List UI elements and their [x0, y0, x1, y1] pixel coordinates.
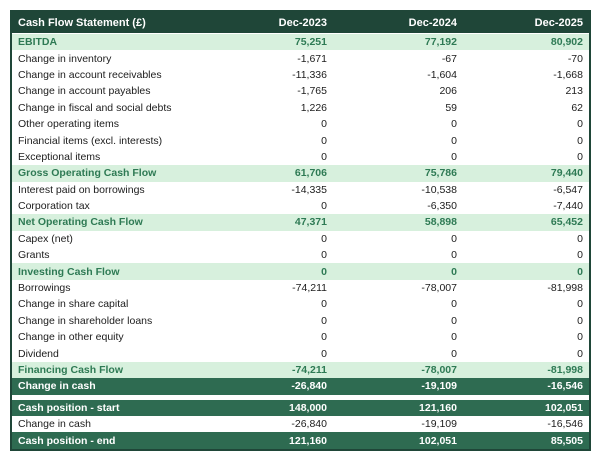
cell-value: 0 [463, 329, 589, 345]
row-label: Interest paid on borrowings [12, 182, 203, 198]
cell-value: -10,538 [333, 182, 463, 198]
table-row [12, 247, 589, 263]
cell-value: 0 [333, 132, 463, 148]
table-row [12, 132, 589, 148]
row-label: Corporation tax [12, 198, 203, 214]
cell-value: 77,192 [333, 34, 463, 51]
cell-value: -7,440 [463, 198, 589, 214]
cell-value: 58,898 [333, 214, 463, 230]
row-label: Change in fiscal and social debts [12, 100, 203, 116]
cell-value: 148,000 [203, 400, 333, 416]
cell-value: 47,371 [203, 214, 333, 230]
cell-value: 0 [203, 296, 333, 312]
table-row [12, 67, 589, 83]
row-label: Change in other equity [12, 329, 203, 345]
cell-value: 0 [203, 149, 333, 165]
cash-flow-table [10, 10, 591, 451]
cell-value: 59 [333, 100, 463, 116]
cell-value: -74,211 [203, 280, 333, 296]
row-label: Borrowings [12, 280, 203, 296]
cell-value: 0 [463, 345, 589, 361]
cell-value: 75,251 [203, 34, 333, 51]
cell-value: -1,668 [463, 67, 589, 83]
cell-value: 0 [333, 247, 463, 263]
cell-value: -19,109 [333, 378, 463, 394]
table-row [12, 263, 589, 279]
table-row [12, 231, 589, 247]
row-label: Gross Operating Cash Flow [12, 165, 203, 181]
cell-value: 0 [333, 296, 463, 312]
row-label: Change in account receivables [12, 67, 203, 83]
cell-value: 0 [333, 149, 463, 165]
table-row [12, 83, 589, 99]
column-header-dec-2023: Dec-2023 [203, 12, 333, 34]
table-row [12, 214, 589, 230]
row-label: Change in inventory [12, 50, 203, 66]
table-row [12, 345, 589, 361]
cell-value: 1,226 [203, 100, 333, 116]
cell-value: -74,211 [203, 362, 333, 378]
cell-value: 0 [463, 132, 589, 148]
table-row [12, 198, 589, 214]
table-row [12, 313, 589, 329]
cell-value: 0 [203, 132, 333, 148]
cell-value: 0 [203, 263, 333, 279]
cell-value: 102,051 [463, 400, 589, 416]
cell-value: 0 [463, 263, 589, 279]
cell-value: 0 [203, 116, 333, 132]
table-row [12, 416, 589, 432]
cell-value: -1,604 [333, 67, 463, 83]
cell-value: 80,902 [463, 34, 589, 51]
cell-value: 0 [463, 116, 589, 132]
row-label: Financial items (excl. interests) [12, 132, 203, 148]
table-row [12, 34, 589, 51]
table-row [12, 100, 589, 116]
cell-value: 0 [463, 313, 589, 329]
row-label: Change in shareholder loans [12, 313, 203, 329]
column-header-dec-2024: Dec-2024 [333, 12, 463, 34]
row-label: Exceptional items [12, 149, 203, 165]
table-row [12, 50, 589, 66]
cell-value: -78,007 [333, 280, 463, 296]
cell-value: 0 [463, 247, 589, 263]
cell-value: 0 [203, 198, 333, 214]
cell-value: -1,765 [203, 83, 333, 99]
row-label: Change in cash [12, 416, 203, 432]
cell-value: 121,160 [203, 432, 333, 448]
cell-value: 62 [463, 100, 589, 116]
cell-value: -16,546 [463, 416, 589, 432]
table-row [12, 400, 589, 416]
cash-flow-statement-table [12, 12, 589, 449]
cell-value: 0 [333, 329, 463, 345]
table-row [12, 329, 589, 345]
cell-value: 206 [333, 83, 463, 99]
row-label: Change in cash [12, 378, 203, 394]
table-row [12, 280, 589, 296]
cell-value: 0 [333, 231, 463, 247]
cell-value: 79,440 [463, 165, 589, 181]
cell-value: 0 [463, 231, 589, 247]
table-row [12, 362, 589, 378]
cell-value: -70 [463, 50, 589, 66]
cell-value: -26,840 [203, 416, 333, 432]
row-label: Capex (net) [12, 231, 203, 247]
row-label: Investing Cash Flow [12, 263, 203, 279]
table-header-row [12, 12, 589, 34]
cell-value: 0 [203, 345, 333, 361]
cell-value: 0 [203, 231, 333, 247]
row-label: Net Operating Cash Flow [12, 214, 203, 230]
cell-value: 0 [333, 313, 463, 329]
cell-value: -6,547 [463, 182, 589, 198]
row-label: Cash position - end [12, 432, 203, 448]
table-row [12, 165, 589, 181]
table-row [12, 378, 589, 394]
row-label: EBITDA [12, 34, 203, 51]
table-title: Cash Flow Statement (£) [12, 12, 203, 34]
table-row [12, 116, 589, 132]
cell-value: -26,840 [203, 378, 333, 394]
cell-value: 75,786 [333, 165, 463, 181]
cell-value: 85,505 [463, 432, 589, 448]
cell-value: 121,160 [333, 400, 463, 416]
cell-value: 0 [463, 296, 589, 312]
cell-value: 0 [203, 313, 333, 329]
cell-value: -81,998 [463, 362, 589, 378]
cell-value: -78,007 [333, 362, 463, 378]
cell-value: 102,051 [333, 432, 463, 448]
table-row [12, 182, 589, 198]
table-row [12, 432, 589, 448]
row-label: Cash position - start [12, 400, 203, 416]
cell-value: -11,336 [203, 67, 333, 83]
row-label: Change in account payables [12, 83, 203, 99]
row-label: Grants [12, 247, 203, 263]
row-label: Financing Cash Flow [12, 362, 203, 378]
cell-value: 0 [203, 247, 333, 263]
cell-value: -19,109 [333, 416, 463, 432]
row-label: Change in share capital [12, 296, 203, 312]
row-label: Other operating items [12, 116, 203, 132]
cell-value: 65,452 [463, 214, 589, 230]
cell-value: -81,998 [463, 280, 589, 296]
cell-value: 61,706 [203, 165, 333, 181]
cell-value: -67 [333, 50, 463, 66]
cell-value: 0 [463, 149, 589, 165]
cell-value: 0 [333, 345, 463, 361]
column-header-dec-2025: Dec-2025 [463, 12, 589, 34]
cell-value: -6,350 [333, 198, 463, 214]
cell-value: -14,335 [203, 182, 333, 198]
cell-value: 0 [333, 263, 463, 279]
cell-value: -1,671 [203, 50, 333, 66]
table-row [12, 296, 589, 312]
table-row [12, 149, 589, 165]
cell-value: 213 [463, 83, 589, 99]
row-label: Dividend [12, 345, 203, 361]
cell-value: 0 [203, 329, 333, 345]
cell-value: 0 [333, 116, 463, 132]
cell-value: -16,546 [463, 378, 589, 394]
